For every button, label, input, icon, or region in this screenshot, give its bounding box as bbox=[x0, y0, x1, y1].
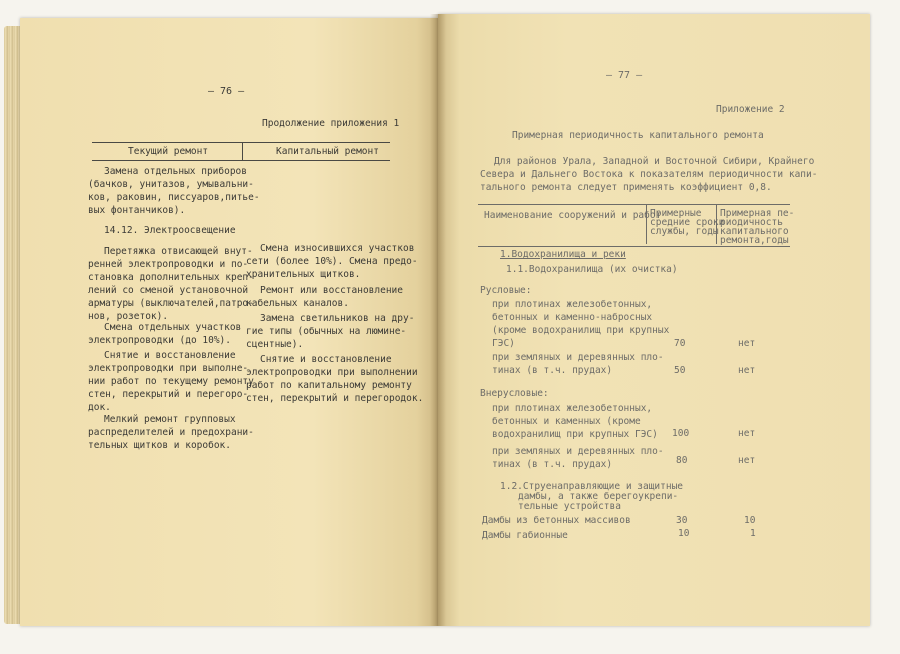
header-divider-2 bbox=[716, 204, 717, 244]
section-electric-lighting: 14.12. Электроосвещение bbox=[104, 225, 236, 236]
capital-period-value: нет bbox=[738, 338, 756, 349]
right-page-number: — 77 — bbox=[606, 70, 643, 81]
header-name: Наименование сооружений и работ bbox=[484, 210, 662, 221]
subsection-1-1: 1.1.Водохранилища (их очистка) bbox=[506, 264, 678, 275]
header-current-repair: Текущий ремонт bbox=[128, 146, 209, 157]
section-reservoirs: 1.Водохранилища и реки bbox=[500, 249, 626, 260]
table-top-rule bbox=[92, 142, 390, 143]
continuation-title: Продолжение приложения 1 bbox=[262, 118, 400, 129]
header-divider-1 bbox=[646, 204, 647, 244]
service-life-value: 30 bbox=[676, 515, 688, 526]
channel-label: Русловые: bbox=[480, 285, 532, 296]
service-life-value: 100 bbox=[672, 428, 690, 439]
capital-period-value: 1 bbox=[750, 528, 756, 539]
service-life-value: 50 bbox=[674, 365, 686, 376]
appendix-label: Приложение 2 bbox=[716, 104, 785, 115]
capital-period-value: нет bbox=[738, 365, 756, 376]
left-page-number: — 76 — bbox=[208, 86, 245, 97]
appendix-title: Примерная периодичность капитального ремонта bbox=[512, 130, 764, 141]
header-bottom-rule bbox=[92, 160, 390, 161]
service-life-value: 10 bbox=[678, 528, 690, 539]
service-life-value: 80 bbox=[676, 455, 688, 466]
service-life-value: 70 bbox=[674, 338, 686, 349]
open-book: — 76 — Продолжение приложения 1 Текущий ремонт Капитальный ремонт Замена отдельных приборов (бачков, унитазов, умывальни- ков, раковин, писсуаров,питье- вых фонтанчиков). 14.12. Электроосвещение Перетяжка отвисающей внут- ренней электропроводки и по- становка дополнительных креп- лений со сменой установочной арматуры (выключателей,патро- нов, розеток). Смена отдельных участков электропроводки (до 10%). Снятие и восстановление электропроводки при выполне- нии работ по текущему ремонту стен, перекрытий и перегоро- док. Мелкий ремонт групповых распределителей и предохрани- тельных щитков и коробок. Смена износившихся участков сети (более 10%). Смена предо- хранительных щитков. Ремонт или восстановление кабельных каналов. Замена светильников на дру- гие типы (обычных на люмине- сцентные). Снятие и восстановление электропроводки при выполнении работ по капитальному ремонту стен, перекрытий и перегородок. — 77 — Приложение 2 Примерная периодичность капитального ремонта Для районов Урала, Западной и Восточной Сибири, Крайнего Севера и Дальнего Востока к показателям периодичности капи- тального ремонта следует применять коэффициент 0,8. Наименование сооружений и работ Примерные средние сроки службы, годы Примерная пе- риодичность капитального ремонта,годы 1.Водохранилища и реки 1.1.Водохранилища (их очистка) Русловые: при плотинах железобетонных, бетонных и каменно-набросных (кроме водохранилищ при крупных ГЭС) 70 нет при земляных и деревянных пло- тинах (в т.ч. прудах) 50 нет Внерусловые: при плотинах железобетонных, бетонных и каменных (кроме водохранилищ при крупных ГЭС) 100 нет при земляных и деревянных пло- тинах (в т.ч. прудах) 80 нет 1.2.Струенаправляющие и защитные дамбы, а также берегоукрепи- тельные устройства Дамбы из бетонных массивов 30 10 Дамбы габионные 10 1 bbox=[0, 0, 900, 654]
table2-header-rule bbox=[478, 246, 790, 247]
offchannel-label: Внерусловые: bbox=[480, 388, 549, 399]
header-divider bbox=[242, 142, 243, 160]
capital-period-value: нет bbox=[738, 428, 756, 439]
table2-top-rule bbox=[478, 204, 790, 205]
header-capital-repair: Капитальный ремонт bbox=[276, 146, 379, 157]
capital-period-value: нет bbox=[738, 455, 756, 466]
book-gutter bbox=[430, 14, 446, 626]
capital-period-value: 10 bbox=[744, 515, 756, 526]
